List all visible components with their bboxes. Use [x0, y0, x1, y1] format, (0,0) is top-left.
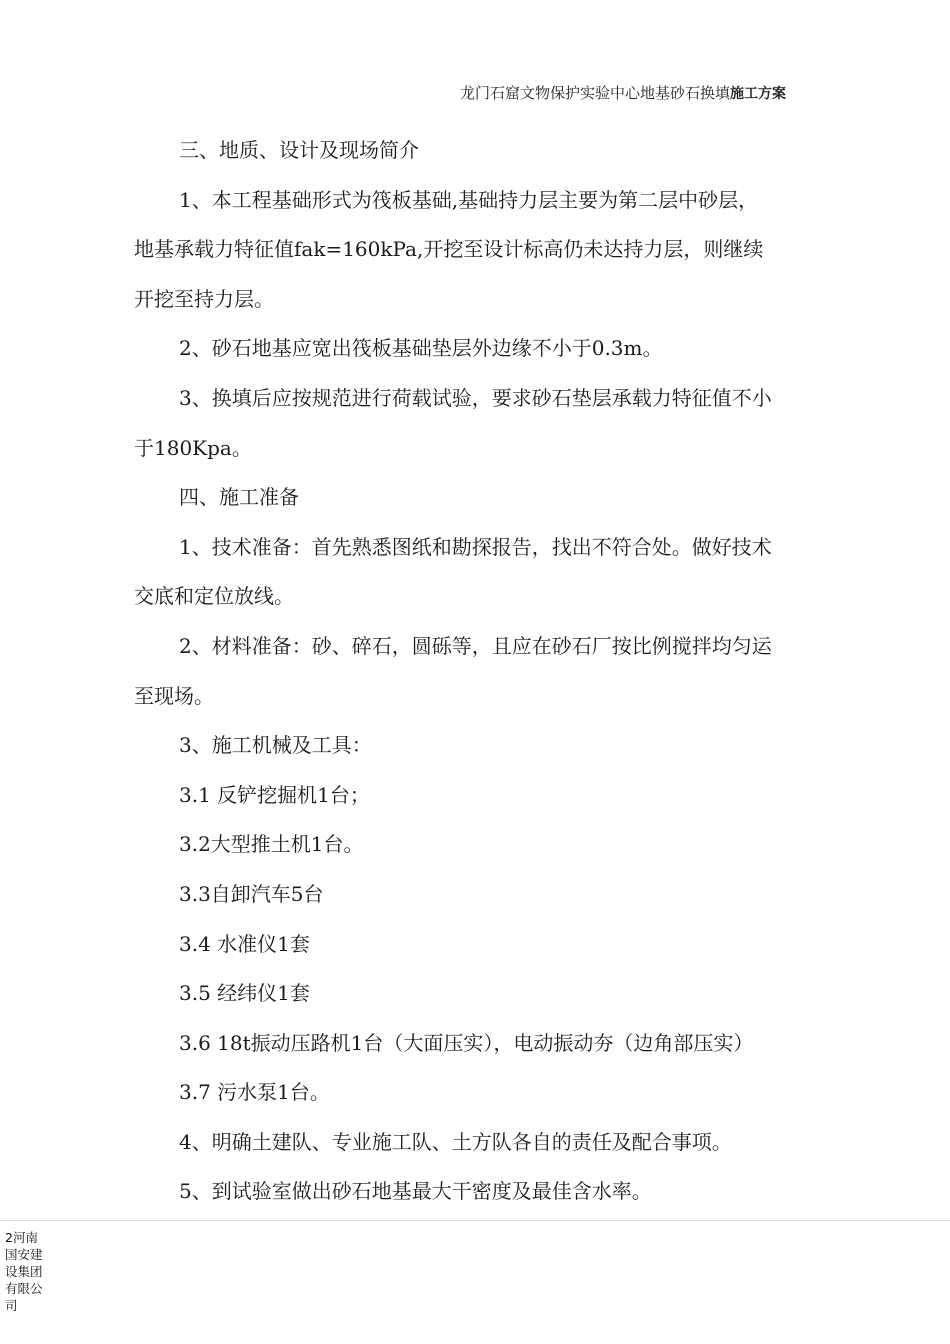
section-heading: 四、施工准备: [179, 485, 299, 510]
paragraph-line: 2、砂石地基应宽出筏板基础垫层外边缘不小于0.3m。: [179, 336, 663, 361]
list-item: 3.3自卸汽车5台: [179, 881, 324, 906]
paragraph-line: 2、材料准备：砂、碎石，圆砾等，且应在砂石厂按比例搅拌均匀运: [179, 633, 772, 658]
paragraph-line: 交底和定位放线。: [134, 584, 294, 609]
paragraph-line: 4、明确土建队、专业施工队、土方队各自的责任及配合事项。: [179, 1129, 732, 1154]
list-item: 3.2大型推土机1台。: [179, 832, 364, 857]
paragraph-line: 地基承载力特征值fak=160kPa,开挖至设计标高仍未达持力层，则继续: [134, 237, 764, 262]
document-body: [134, 126, 844, 1217]
header-title: 龙门石窟文物保护实验中心地基砂石换填: [460, 84, 731, 102]
footer-divider: [0, 1220, 950, 1221]
page-footer: 2河南国安建设集团有限公司: [5, 1230, 43, 1313]
paragraph-line: 1、技术准备：首先熟悉图纸和勘探报告，找出不符合处。做好技术: [179, 534, 772, 559]
list-item: 3.7 污水泵1台。: [179, 1080, 330, 1105]
paragraph-line: 至现场。: [134, 683, 214, 708]
section-heading: 三、地质、设计及现场简介: [179, 138, 419, 162]
running-header: [460, 82, 786, 103]
list-item: 3.5 经纬仪1套: [179, 981, 310, 1006]
paragraph-line: 3、换填后应按规范进行荷载试验，要求砂石垫层承载力特征值不小: [179, 385, 772, 410]
paragraph-line: 1、本工程基础形式为筏板基础,基础持力层主要为第二层中砂层，: [179, 187, 759, 212]
paragraph-line: 于180Kpa。: [134, 435, 252, 460]
paragraph-line: 3、施工机械及工具：: [179, 733, 372, 758]
list-item: 3.1 反铲挖掘机1台；: [179, 782, 370, 807]
paragraph-line: 5、到试验室做出砂石地基最大干密度及最佳含水率。: [179, 1179, 652, 1204]
header-suffix: 施工方案: [730, 86, 787, 102]
paragraph-line: 开挖至持力层。: [134, 286, 274, 311]
list-item: 3.6 18t振动压路机1台（大面压实），电动振动夯（边角部压实）: [179, 1030, 754, 1055]
list-item: 3.4 水准仪1套: [179, 931, 310, 956]
